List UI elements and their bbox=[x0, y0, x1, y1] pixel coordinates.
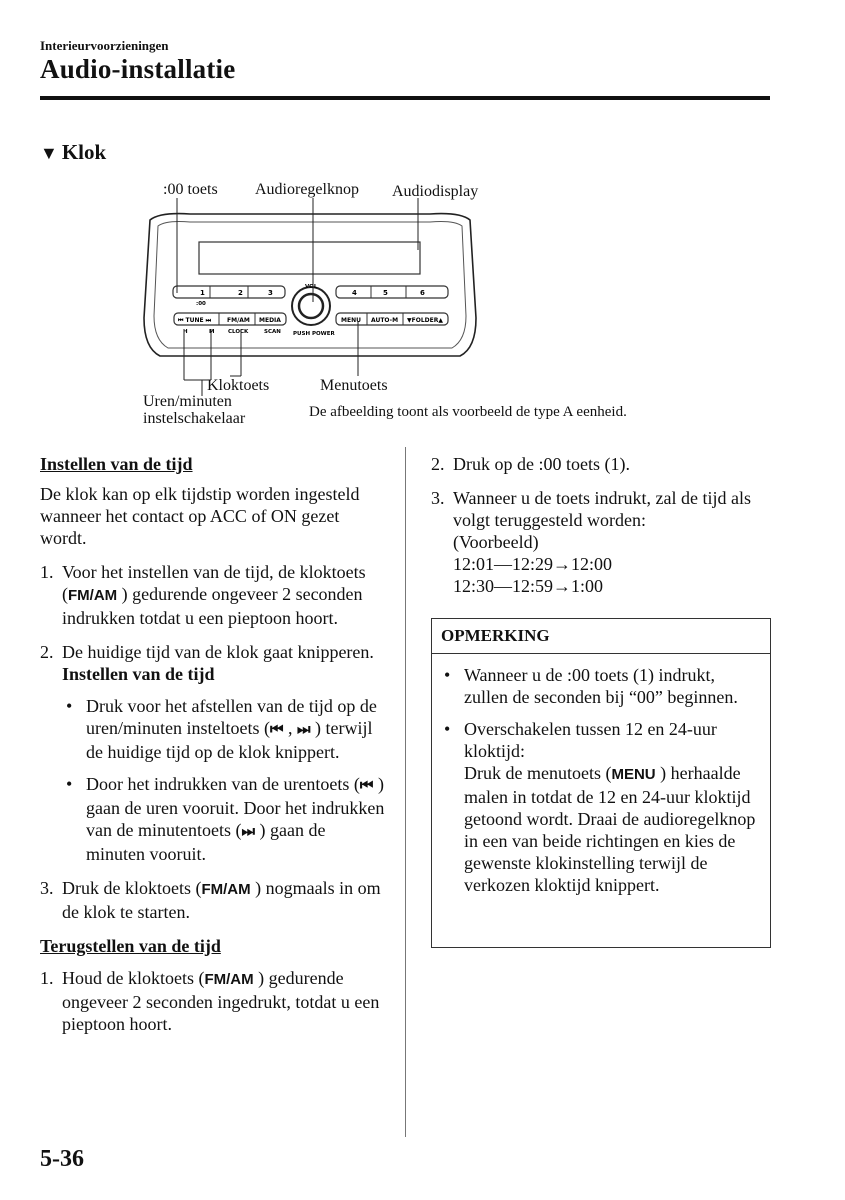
reset-step-1-text-b: ) gedurende ongeveer 2 seconden ingedrukt, totdat u een pieptoon hoort. bbox=[62, 968, 380, 1034]
fmam-key: FM/AM bbox=[204, 971, 254, 988]
note-heading: OPMERKING bbox=[432, 619, 770, 654]
step-3 bbox=[40, 877, 385, 923]
klok-heading bbox=[40, 140, 106, 165]
intro-paragraph: De klok kan op elk tijdstip worden ingesteld wanneer het contact op ACC of ON gezet wordt. bbox=[40, 484, 360, 548]
fmam-key: FM/AM bbox=[68, 587, 118, 604]
preset-6: 6 bbox=[420, 289, 425, 297]
note-bullet-2 bbox=[440, 718, 760, 896]
right-step-2-number: 2. bbox=[431, 454, 445, 474]
bullet-2-text-c: ) gaan de minuten vooruit. bbox=[86, 820, 326, 864]
bullet-dot: • bbox=[444, 719, 451, 739]
note-box bbox=[431, 618, 771, 948]
preset-1: 1 bbox=[200, 289, 205, 297]
note-bullet-1-text: Wanneer u de :00 toets (1) indrukt, zullen de seconden bij “00” beginnen. bbox=[464, 665, 738, 707]
page-number: 5-36 bbox=[40, 1146, 84, 1172]
reset-step-1 bbox=[40, 967, 385, 1035]
note-bullet-2-text-a: Overschakelen tussen 12 en 24-uur kloktijd: bbox=[464, 719, 717, 761]
bullet-dot: • bbox=[444, 665, 451, 685]
label-audioregelknop: Audioregelknop bbox=[255, 181, 359, 198]
reset-step-1-text-a: Houd de kloktoets ( bbox=[62, 968, 205, 988]
step-1-text-b: ) gedurende ongeveer 2 seconden indrukken totdat u een pieptoon hoort. bbox=[62, 584, 363, 628]
page-title: Audio-installatie bbox=[40, 54, 236, 84]
bullet-dot: • bbox=[66, 696, 73, 716]
media-button-label: MEDIA bbox=[259, 317, 281, 324]
vol-label: VOL bbox=[305, 284, 318, 290]
step-2-text: De huidige tijd van de klok gaat knipperen. bbox=[62, 642, 374, 662]
prev-key-icon: ⏮ bbox=[269, 721, 284, 738]
preset-4: 4 bbox=[352, 289, 357, 297]
label-uren-line1: Uren/minuten bbox=[143, 393, 232, 410]
h-label: H bbox=[183, 329, 188, 335]
clock-label: CLOCK bbox=[228, 329, 249, 335]
left-column bbox=[40, 453, 385, 1035]
label-uren-minuten bbox=[143, 393, 245, 427]
step-1-text-a: Voor het instellen van de tijd, de kloktoets ( bbox=[62, 562, 366, 604]
title-rule bbox=[40, 96, 770, 100]
bullet-1-mid: , bbox=[287, 718, 293, 738]
step-1-number: 1. bbox=[40, 562, 54, 582]
example-line-2: 12:30—12:59→1:00 bbox=[453, 576, 604, 596]
m-label: M bbox=[209, 329, 215, 335]
push-power-label: PUSH POWER bbox=[293, 331, 335, 337]
note-body bbox=[432, 654, 770, 896]
tune-button-label: ⏮ TUNE ⏭ bbox=[178, 317, 212, 324]
example-label: (Voorbeeld) bbox=[453, 532, 539, 552]
step-2 bbox=[40, 641, 385, 685]
note-bullet-1 bbox=[440, 664, 760, 708]
bullet-2-text-b: ) gaan de uren vooruit. Door het indrukken van de minutentoets ( bbox=[86, 774, 385, 840]
klok-heading-text: Klok bbox=[61, 140, 107, 164]
note-bullet-2-text-b: Druk de menutoets ( bbox=[464, 763, 612, 783]
fmam-button-label: FM/AM bbox=[227, 317, 250, 324]
step-1 bbox=[40, 561, 385, 629]
right-step-2-text: Druk op de :00 toets (1). bbox=[453, 454, 630, 474]
bullet-1 bbox=[62, 695, 385, 763]
step-2-number: 2. bbox=[40, 642, 54, 662]
reset-step-1-number: 1. bbox=[40, 968, 54, 988]
label-menutoets: Menutoets bbox=[320, 377, 388, 394]
bullet-dot: • bbox=[66, 774, 73, 794]
next-key-icon: ⏭ bbox=[241, 823, 255, 840]
section-label: Interieurvoorzieningen bbox=[40, 38, 169, 53]
right-step-3-number: 3. bbox=[431, 488, 445, 508]
step-3-text-b: ) nogmaals in om de klok te starten. bbox=[62, 878, 381, 922]
bullet-2 bbox=[62, 773, 385, 865]
column-divider bbox=[405, 447, 406, 1137]
bullet-2-text-a: Door het indrukken van de urentoets ( bbox=[86, 774, 360, 794]
heading-instellen: Instellen van de tijd bbox=[40, 454, 193, 474]
autom-button-label: AUTO-M bbox=[371, 317, 399, 324]
fmam-key: FM/AM bbox=[201, 881, 251, 898]
folder-button-label: ▼FOLDER▲ bbox=[407, 317, 443, 324]
label-toets00: :00 toets bbox=[163, 181, 218, 198]
label-uren-line2: instelschakelaar bbox=[143, 410, 246, 427]
preset-2: 2 bbox=[238, 289, 243, 297]
right-step-3 bbox=[431, 487, 769, 597]
bullet-1-text-a: Druk voor het afstellen van de tijd op de uren/minuten insteltoets ( bbox=[86, 696, 377, 738]
preset-3: 3 bbox=[268, 289, 273, 297]
note-bullet-2-text-c: ) herhaalde malen in totdat de 12 en 24-uur kloktijd getoond wordt. Draai de audioregelknop in een van beide richtingen en kies de gewenste klokinstelling terwijl de verkozen kloktijd knippert. bbox=[464, 763, 756, 895]
example-line-1: 12:01—12:29→12:00 bbox=[453, 554, 613, 574]
heading-terugstellen: Terugstellen van de tijd bbox=[40, 936, 221, 956]
audio-unit-diagram bbox=[130, 198, 490, 398]
step-3-text-a: Druk de kloktoets ( bbox=[62, 878, 202, 898]
next-key-icon: ⏭ bbox=[296, 721, 311, 738]
sub-00: :00 bbox=[196, 301, 206, 307]
prev-key-icon: ⏮ bbox=[359, 777, 374, 794]
triangle-icon: ▼ bbox=[40, 143, 58, 163]
step-3-number: 3. bbox=[40, 878, 54, 898]
menu-key: MENU bbox=[611, 766, 656, 783]
label-audiodisplay: Audiodisplay bbox=[392, 183, 479, 200]
right-column bbox=[431, 453, 769, 597]
scan-label: SCAN bbox=[264, 329, 281, 335]
diagram-caption: De afbeelding toont als voorbeeld de type A eenheid. bbox=[309, 404, 627, 420]
bullet-1-text-b: ) terwijl de huidige tijd op de klok knippert. bbox=[86, 718, 373, 762]
menu-button-label: MENU bbox=[341, 317, 361, 324]
preset-5: 5 bbox=[383, 289, 388, 297]
subheading-instellen: Instellen van de tijd bbox=[62, 664, 215, 684]
label-kloktoets: Kloktoets bbox=[207, 377, 270, 394]
right-step-2 bbox=[431, 453, 769, 475]
right-step-3-text: Wanneer u de toets indrukt, zal de tijd als volgt teruggesteld worden: bbox=[453, 488, 751, 530]
